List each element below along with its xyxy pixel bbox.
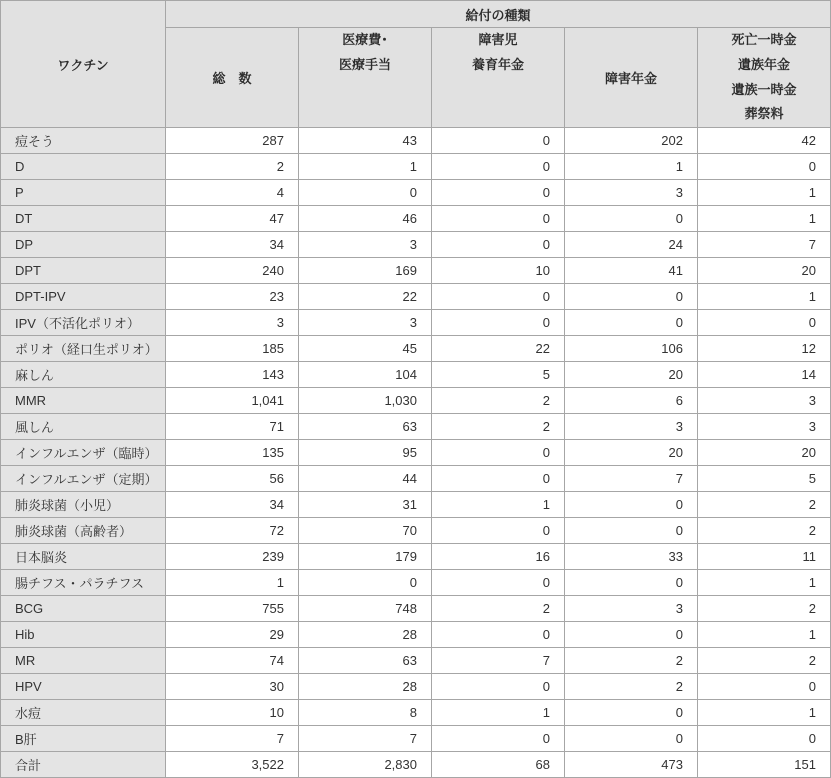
cell-death-funeral-benefits: 20 [698,258,830,283]
row-label: DP [1,232,165,257]
cell-disability-pension: 0 [565,518,697,543]
cell-child-care-pension: 0 [432,518,564,543]
cell-total: 755 [166,596,298,621]
column-header-line: 障害児 [478,32,518,47]
cell-disability-pension: 3 [565,180,697,205]
cell-medical-expenses: 28 [299,674,431,699]
cell-disability-pension: 7 [565,466,697,491]
cell-medical-expenses: 0 [299,180,431,205]
cell-death-funeral-benefits: 2 [698,596,830,621]
cell-death-funeral-benefits: 1 [698,622,830,647]
cell-disability-pension: 3 [565,414,697,439]
column-header-label: 総 数 [212,71,252,86]
column-header-label: 障害年金 [604,71,657,86]
cell-child-care-pension: 5 [432,362,564,387]
cell-total: 34 [166,232,298,257]
row-label: 風しん [1,414,165,439]
cell-child-care-pension: 2 [432,414,564,439]
row-label: 合計 [1,752,165,777]
cell-medical-expenses: 3 [299,310,431,335]
cell-medical-expenses: 1,030 [299,388,431,413]
cell-medical-expenses: 2,830 [299,752,431,777]
cell-medical-expenses: 3 [299,232,431,257]
cell-disability-pension: 41 [565,258,697,283]
cell-disability-pension: 0 [565,206,697,231]
column-header-line: 医療費･ [342,32,388,47]
cell-disability-pension: 6 [565,388,697,413]
cell-disability-pension: 33 [565,544,697,569]
row-label: D [1,154,165,179]
row-label: BCG [1,596,165,621]
cell-total: 135 [166,440,298,465]
cell-child-care-pension: 22 [432,336,564,361]
column-header-line: 養育年金 [471,56,524,72]
row-label: 痘そう [1,128,165,153]
cell-total: 56 [166,466,298,491]
column-header-disability-pension [565,28,697,127]
column-header-total [166,28,298,127]
cell-total: 7 [166,726,298,751]
cell-death-funeral-benefits: 2 [698,492,830,517]
cell-death-funeral-benefits: 1 [698,206,830,231]
cell-death-funeral-benefits: 1 [698,284,830,309]
cell-total: 3,522 [166,752,298,777]
cell-total: 3 [166,310,298,335]
cell-medical-expenses: 45 [299,336,431,361]
cell-death-funeral-benefits: 12 [698,336,830,361]
column-header-medical-expenses [299,28,431,127]
row-label: MMR [1,388,165,413]
cell-medical-expenses: 43 [299,128,431,153]
cell-total: 240 [166,258,298,283]
cell-child-care-pension: 0 [432,128,564,153]
cell-medical-expenses: 28 [299,622,431,647]
cell-total: 2 [166,154,298,179]
row-label: P [1,180,165,205]
cell-disability-pension: 1 [565,154,697,179]
cell-medical-expenses: 95 [299,440,431,465]
cell-disability-pension: 2 [565,674,697,699]
cell-death-funeral-benefits: 42 [698,128,830,153]
row-label: IPV（不活化ポリオ） [1,310,165,335]
cell-death-funeral-benefits: 1 [698,570,830,595]
cell-child-care-pension: 0 [432,674,564,699]
cell-total: 1 [166,570,298,595]
cell-child-care-pension: 0 [432,466,564,491]
cell-medical-expenses: 748 [299,596,431,621]
vaccine-header-label: ワクチン [57,57,109,73]
cell-medical-expenses: 0 [299,570,431,595]
cell-child-care-pension: 7 [432,648,564,673]
cell-total: 29 [166,622,298,647]
cell-total: 72 [166,518,298,543]
cell-death-funeral-benefits: 14 [698,362,830,387]
cell-child-care-pension: 0 [432,570,564,595]
cell-death-funeral-benefits: 0 [698,154,830,179]
column-header-death-funeral-benefits [698,28,830,127]
row-label: 麻しん [1,362,165,387]
cell-total: 30 [166,674,298,699]
cell-child-care-pension: 2 [432,596,564,621]
cell-medical-expenses: 70 [299,518,431,543]
row-label: 日本脳炎 [1,544,165,569]
cell-medical-expenses: 169 [299,258,431,283]
cell-child-care-pension: 0 [432,440,564,465]
benefit-type-group-header [166,1,830,27]
cell-total: 23 [166,284,298,309]
cell-child-care-pension: 1 [432,700,564,725]
cell-death-funeral-benefits: 3 [698,388,830,413]
row-label: B肝 [1,726,165,751]
cell-child-care-pension: 1 [432,492,564,517]
cell-medical-expenses: 8 [299,700,431,725]
cell-death-funeral-benefits: 0 [698,674,830,699]
row-label: DT [1,206,165,231]
row-label: MR [1,648,165,673]
column-header-line: 医療手当 [338,56,391,72]
cell-medical-expenses: 46 [299,206,431,231]
cell-disability-pension: 202 [565,128,697,153]
cell-disability-pension: 24 [565,232,697,257]
cell-death-funeral-benefits: 0 [698,310,830,335]
column-header-line: 遺族年金 [737,56,790,72]
row-label: Hib [1,622,165,647]
vaccine-column-header [1,1,165,127]
cell-medical-expenses: 22 [299,284,431,309]
cell-medical-expenses: 1 [299,154,431,179]
cell-child-care-pension: 0 [432,726,564,751]
cell-disability-pension: 2 [565,648,697,673]
cell-death-funeral-benefits: 1 [698,180,830,205]
column-header-line: 死亡一時金 [731,32,797,47]
cell-total: 10 [166,700,298,725]
cell-death-funeral-benefits: 5 [698,466,830,491]
cell-death-funeral-benefits: 2 [698,648,830,673]
cell-death-funeral-benefits: 3 [698,414,830,439]
row-label: ポリオ（経口生ポリオ） [1,336,165,361]
cell-disability-pension: 473 [565,752,697,777]
cell-death-funeral-benefits: 1 [698,700,830,725]
cell-child-care-pension: 68 [432,752,564,777]
column-header-line: 葬祭料 [744,106,784,122]
cell-medical-expenses: 63 [299,648,431,673]
cell-total: 47 [166,206,298,231]
cell-disability-pension: 3 [565,596,697,621]
cell-child-care-pension: 2 [432,388,564,413]
cell-total: 71 [166,414,298,439]
row-label: 肺炎球菌（小児） [1,492,165,517]
row-label: DPT [1,258,165,283]
cell-total: 74 [166,648,298,673]
row-label: インフルエンザ（定期） [1,466,165,491]
column-header-line: 遺族一時金 [731,81,797,97]
cell-disability-pension: 0 [565,310,697,335]
column-header-child-care-pension [432,28,564,127]
cell-disability-pension: 0 [565,284,697,309]
cell-disability-pension: 0 [565,622,697,647]
cell-disability-pension: 20 [565,440,697,465]
cell-total: 239 [166,544,298,569]
cell-death-funeral-benefits: 11 [698,544,830,569]
cell-total: 1,041 [166,388,298,413]
cell-child-care-pension: 16 [432,544,564,569]
cell-disability-pension: 0 [565,726,697,751]
cell-child-care-pension: 0 [432,154,564,179]
cell-total: 143 [166,362,298,387]
cell-disability-pension: 20 [565,362,697,387]
cell-child-care-pension: 0 [432,180,564,205]
cell-death-funeral-benefits: 151 [698,752,830,777]
cell-death-funeral-benefits: 7 [698,232,830,257]
cell-child-care-pension: 0 [432,310,564,335]
cell-child-care-pension: 0 [432,232,564,257]
row-label: 水痘 [1,700,165,725]
cell-disability-pension: 0 [565,492,697,517]
cell-medical-expenses: 44 [299,466,431,491]
cell-child-care-pension: 0 [432,622,564,647]
cell-child-care-pension: 0 [432,284,564,309]
cell-disability-pension: 0 [565,570,697,595]
cell-total: 4 [166,180,298,205]
row-label: インフルエンザ（臨時） [1,440,165,465]
cell-total: 185 [166,336,298,361]
cell-child-care-pension: 10 [432,258,564,283]
cell-child-care-pension: 0 [432,206,564,231]
cell-disability-pension: 0 [565,700,697,725]
cell-medical-expenses: 179 [299,544,431,569]
benefit-type-header-label: 給付の種類 [465,7,531,23]
cell-total: 34 [166,492,298,517]
cell-medical-expenses: 7 [299,726,431,751]
cell-total: 287 [166,128,298,153]
cell-death-funeral-benefits: 0 [698,726,830,751]
cell-disability-pension: 106 [565,336,697,361]
cell-medical-expenses: 31 [299,492,431,517]
cell-medical-expenses: 104 [299,362,431,387]
cell-death-funeral-benefits: 2 [698,518,830,543]
row-label: DPT-IPV [1,284,165,309]
row-label: 腸チフス・パラチフス [1,570,165,595]
cell-medical-expenses: 63 [299,414,431,439]
cell-death-funeral-benefits: 20 [698,440,830,465]
row-label: 肺炎球菌（高齢者） [1,518,165,543]
row-label: HPV [1,674,165,699]
